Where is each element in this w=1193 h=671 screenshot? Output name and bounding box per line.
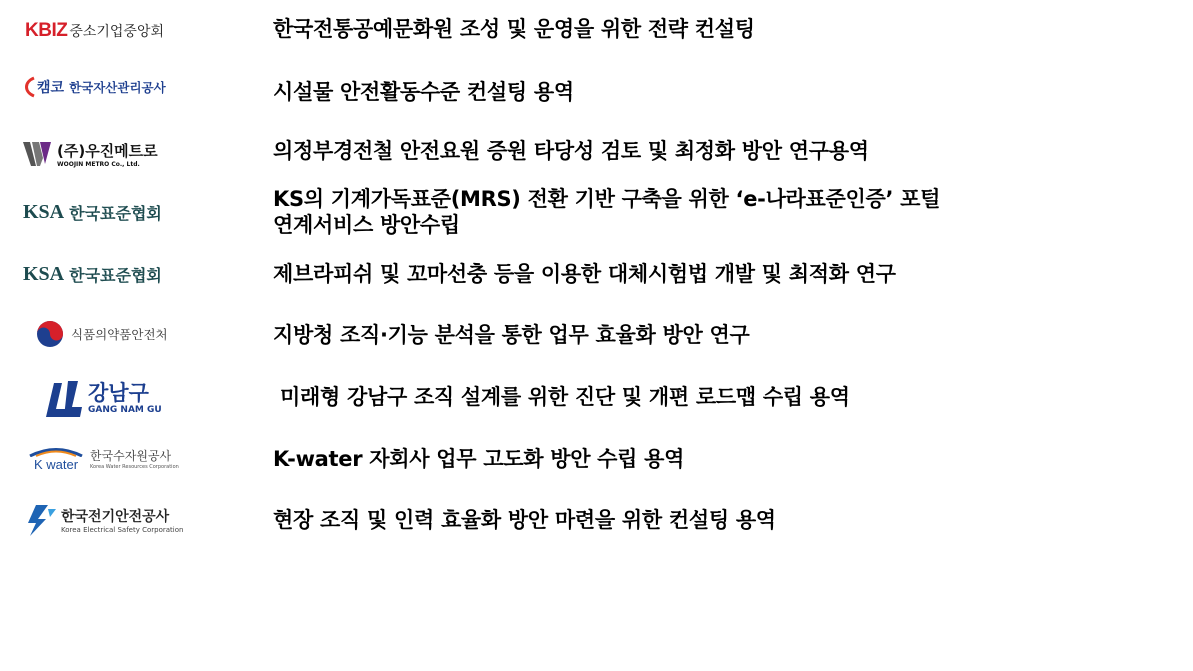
ksa-logo-2 [23, 260, 203, 288]
ksa-logo-1 [23, 198, 203, 226]
kesco-bolt-icon [22, 503, 58, 537]
mfds-name: 식품의약품안전처 [71, 327, 168, 342]
kesco-name: 한국전기안전공사 [61, 509, 170, 525]
kamco-name: 한국자산관리공사 [69, 80, 166, 95]
project-title-1: 한국전통공예문화원 조성 및 운영을 위한 전략 컨설팅 [273, 17, 755, 41]
project-title-9: 현장 조직 및 인력 효율화 방안 마련을 위한 컨설팅 용역 [273, 508, 776, 532]
kesco-logo [22, 502, 202, 538]
woojin-metro-logo [23, 138, 203, 170]
kwater-mark: K water [33, 456, 79, 472]
kwater-logo [28, 442, 208, 474]
gangnam-mark-icon [42, 377, 86, 419]
kamco-logo [22, 74, 202, 100]
project-title-2: 시설물 안전활동수준 컨설팅 용역 [273, 80, 574, 104]
gangnam-sub: GANG NAM GU [88, 405, 162, 415]
project-title-4 [273, 186, 940, 238]
kbiz-mark: KBIZ [25, 20, 68, 41]
kesco-sub: Korea Electrical Safety Corporation [61, 526, 184, 534]
ksa-name: 한국표준협회 [69, 265, 162, 285]
gangnam-logo [42, 376, 222, 420]
kwater-sub: Korea Water Resources Corporation [90, 463, 179, 470]
project-title-5: 제브라피쉬 및 꼬마선충 등을 이용한 대체시험법 개발 및 최적화 연구 [273, 262, 896, 286]
gangnam-name: 강남구 [88, 381, 149, 405]
kbiz-name: 중소기업중앙회 [69, 24, 164, 40]
mfds-logo [35, 318, 215, 350]
ksa-mark: KSA [23, 200, 65, 223]
project-title-7: 미래형 강남구 조직 설계를 위한 진단 및 개편 로드맵 수립 용역 [273, 385, 850, 409]
woojin-name: (주)우진메트로 [57, 142, 158, 160]
ksa-mark: KSA [23, 262, 65, 285]
project-title-3: 의정부경전철 안전요원 증원 타당성 검토 및 최정화 방안 연구용역 [273, 139, 869, 163]
project-title-8: K-water 자회사 업무 고도화 방안 수립 용역 [273, 447, 685, 471]
project-title-6: 지방청 조직·기능 분석을 통한 업무 효율화 방안 연구 [273, 323, 750, 347]
kbiz-logo [25, 18, 205, 44]
woojin-w-icon [23, 140, 53, 168]
kamco-swoosh-icon [22, 76, 36, 98]
kwater-name: 한국수자원공사 [90, 448, 172, 463]
kwater-arc-icon [28, 445, 84, 457]
project-title-4-line-2: 연계서비스 방안수립 [273, 213, 460, 237]
project-title-4-line-1: KS의 기계가독표준(MRS) 전환 기반 구축을 위한 ‘e-나라표준인증’ 포털 [273, 187, 941, 211]
woojin-sub: WOOJIN METRO Co., Ltd. [57, 161, 140, 168]
taegeuk-icon [35, 319, 65, 349]
ksa-name: 한국표준협회 [69, 203, 162, 223]
kamco-mark: 캠코 [37, 80, 65, 96]
